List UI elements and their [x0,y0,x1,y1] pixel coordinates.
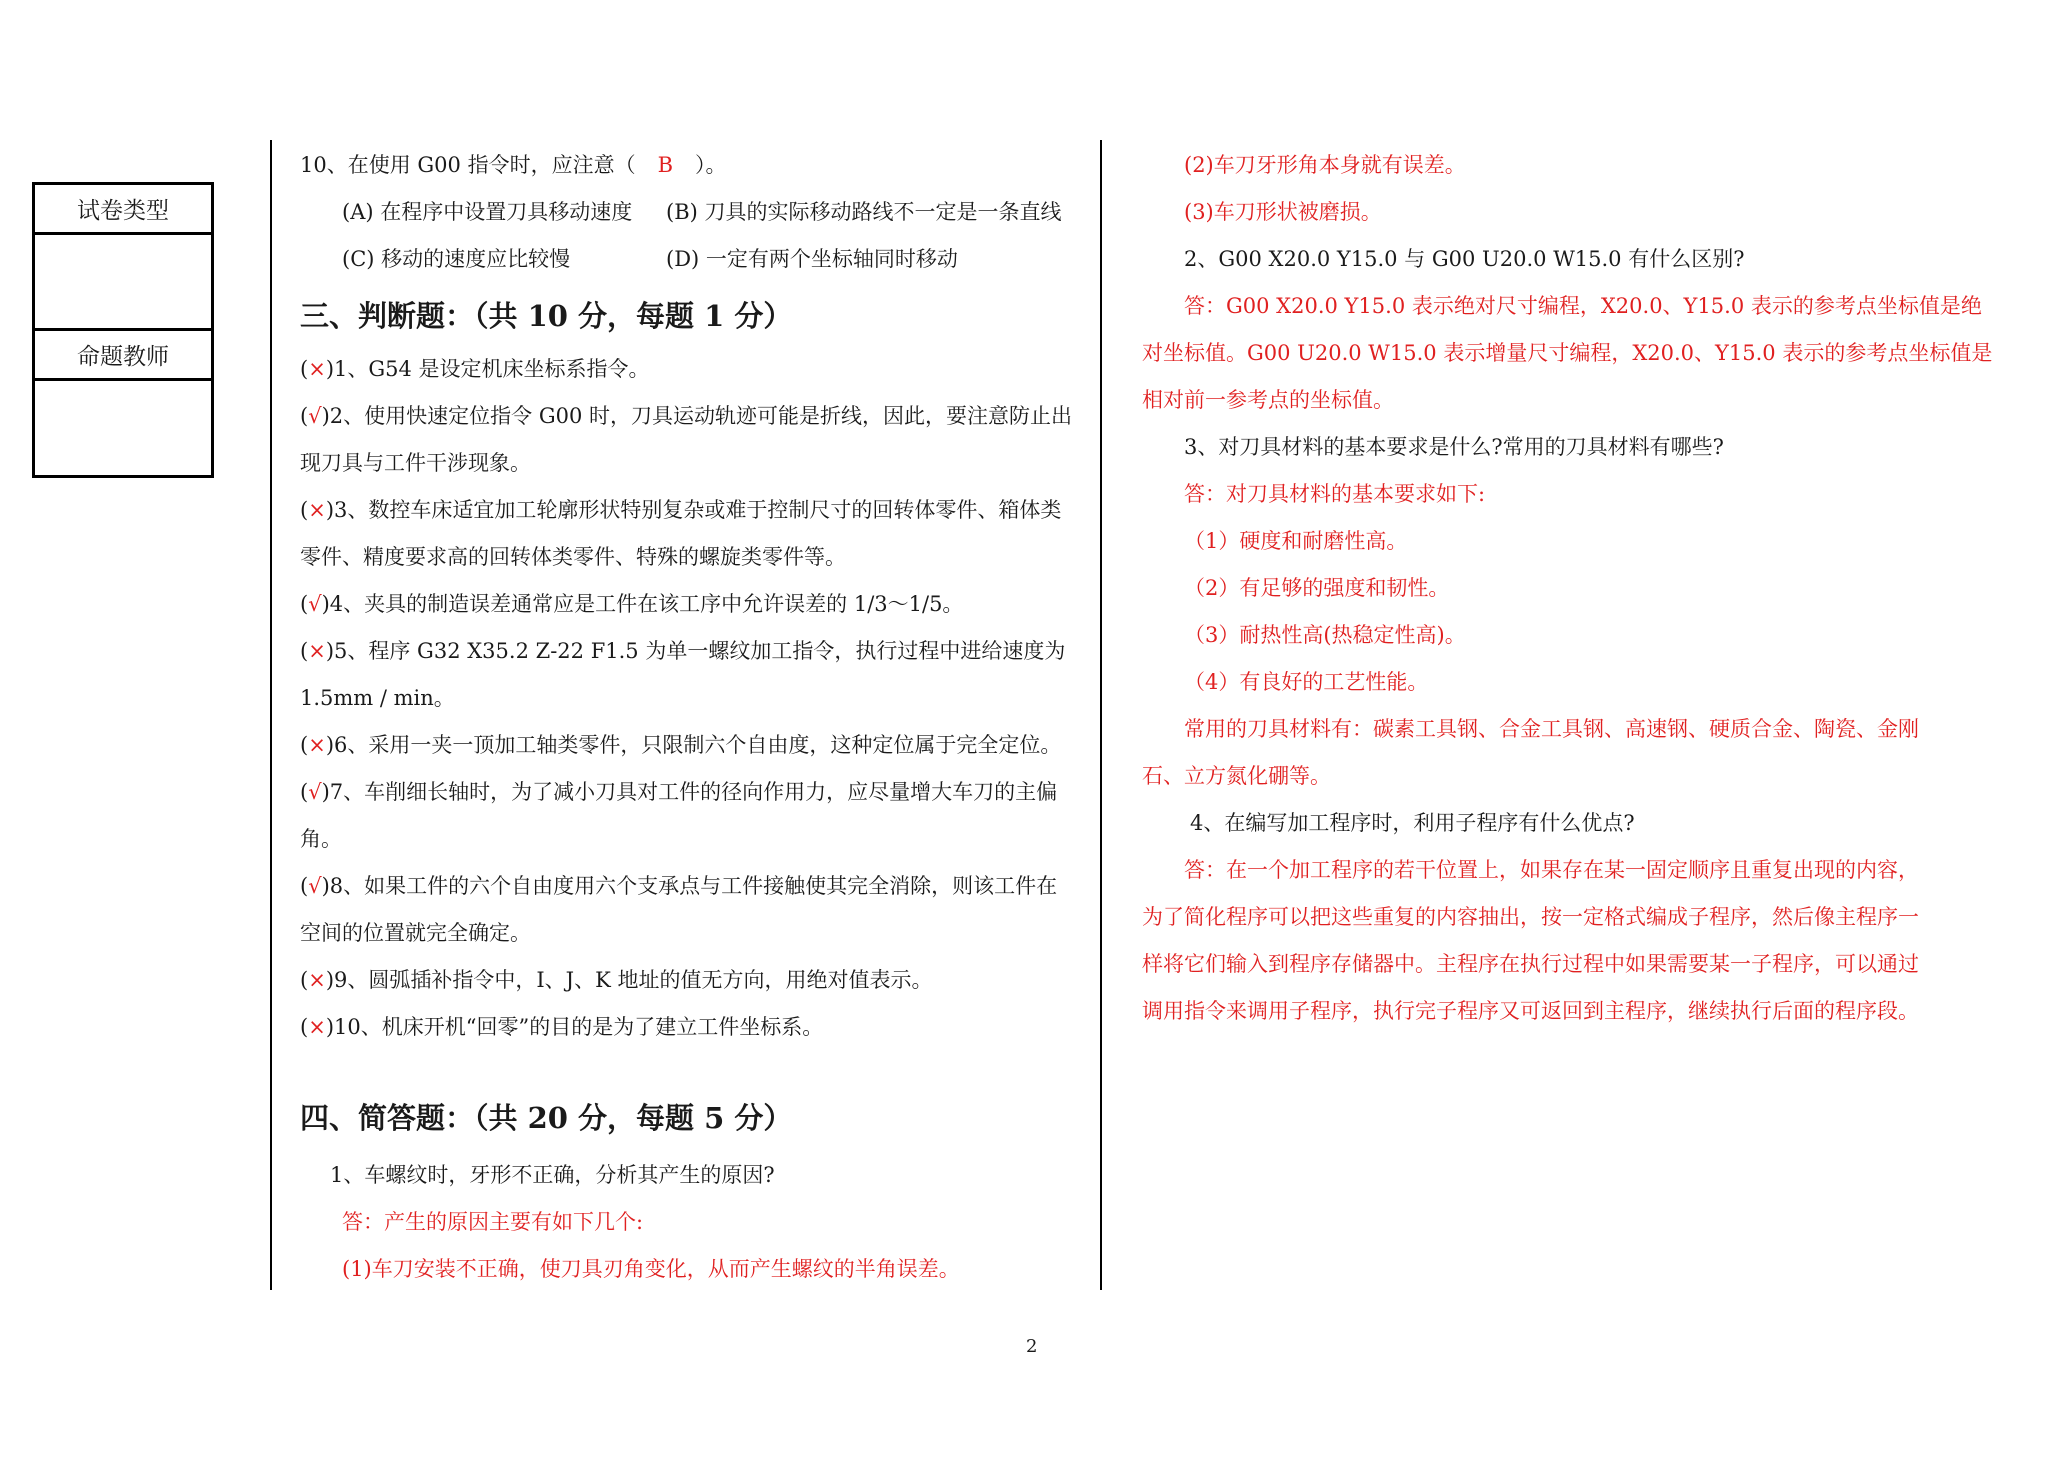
short-q4-answer-2: 为了简化程序可以把这些重复的内容抽出，按一定格式编成子程序，然后像主程序一 [1142,905,1919,929]
short-q2-answer-3: 相对前一参考点的坐标值。 [1142,388,1394,412]
short-q1-answer-1: 答：产生的原因主要有如下几个: [342,1210,644,1234]
judge-item-8: (√)8、如果工件的六个自由度用六个支承点与工件接触使其完全消除，则该工件在 [300,874,1058,898]
exam-type-value [35,235,211,331]
short-q4-answer-1: 答：在一个加工程序的若干位置上，如果存在某一固定顺序且重复出现的内容， [1184,858,1919,882]
judge-item-1: (×)1、G54 是设定机床坐标系指令。 [300,357,650,381]
right-column-rule [1100,140,1102,1290]
judge-item-3-cont: 零件、精度要求高的回转体类零件、特殊的螺旋类零件等。 [300,545,846,569]
teacher-value [35,381,211,475]
short-q3-answer-3: （2）有足够的强度和韧性。 [1184,576,1450,600]
judge-item-6: (×)6、采用一夹一顶加工轴类零件，只限制六个自由度，这种定位属于完全定位。 [300,733,1062,757]
short-q3-answer-1: 答：对刀具材料的基本要求如下: [1184,482,1486,506]
judge-item-7-cont: 角。 [300,827,342,851]
short-q3-answer-2: （1）硬度和耐磨性高。 [1184,529,1408,553]
page-number: 2 [1026,1336,1038,1357]
judge-item-5-cont: 1.5mm / min。 [300,686,455,710]
section-3-title: 三、判断题：（共 10 分，每题 1 分） [300,299,793,333]
short-q3-answer-4: （3）耐热性高(热稳定性高)。 [1184,623,1466,647]
short-q4: 4、在编写加工程序时，利用子程序有什么优点? [1190,811,1635,835]
q10-option-a: (A) 在程序中设置刀具移动速度 [342,200,633,224]
short-q3: 3、对刀具材料的基本要求是什么?常用的刀具材料有哪些? [1184,435,1724,459]
exam-info-box [32,182,214,478]
judge-item-3: (×)3、数控车床适宜加工轮廓形状特别复杂或难于控制尺寸的回转体零件、箱体类 [300,498,1062,522]
q10-option-c: (C) 移动的速度应比较慢 [342,247,571,271]
short-q3-answer-5: （4）有良好的工艺性能。 [1184,670,1429,694]
judge-item-5: (×)5、程序 G32 X35.2 Z-22 F1.5 为单一螺纹加工指令，执行过程中进给速度为 [300,639,1066,663]
exam-type-label: 试卷类型 [35,185,211,235]
short-q2: 2、G00 X20.0 Y15.0 与 G00 U20.0 W15.0 有什么区别? [1184,247,1745,271]
judge-item-8-cont: 空间的位置就完全确定。 [300,921,531,945]
short-q4-answer-3: 样将它们输入到程序存储器中。主程序在执行过程中如果需要某一子程序，可以通过 [1142,952,1919,976]
short-q1-answer-2: (1)车刀安装不正确，使刀具刃角变化，从而产生螺纹的半角误差。 [342,1257,960,1281]
judge-item-4: (√)4、夹具的制造误差通常应是工件在该工序中允许误差的 1/3～1/5。 [300,592,964,616]
short-q2-answer-2: 对坐标值。G00 U20.0 W15.0 表示增量尺寸编程，X20.0、Y15.0 表示的参考点坐标值是 [1142,341,1993,365]
judge-item-10: (×)10、机床开机“回零”的目的是为了建立工件坐标系。 [300,1015,824,1039]
short-q1: 1、车螺纹时，牙形不正确，分析其产生的原因? [330,1163,775,1187]
q10-option-b: (B) 刀具的实际移动路线不一定是一条直线 [666,200,1062,224]
short-q1-answer-3: (2)车刀牙形角本身就有误差。 [1184,153,1466,177]
judge-item-2-cont: 现刀具与工件干涉现象。 [300,451,531,475]
short-q2-answer-1: 答：G00 X20.0 Y15.0 表示绝对尺寸编程，X20.0、Y15.0 表示的参考点坐标值是绝 [1184,294,1982,318]
judge-item-9: (×)9、圆弧插补指令中，I、J、K 地址的值无方向，用绝对值表示。 [300,968,933,992]
short-q3-answer-7: 石、立方氮化硼等。 [1142,764,1331,788]
short-q4-answer-4: 调用指令来调用子程序，执行完子程序又可返回到主程序，继续执行后面的程序段。 [1142,999,1919,1023]
short-q3-answer-6: 常用的刀具材料有：碳素工具钢、合金工具钢、高速钢、硬质合金、陶瓷、金刚 [1184,717,1919,741]
judge-item-7: (√)7、车削细长轴时，为了减小刀具对工件的径向作用力，应尽量增大车刀的主偏 [300,780,1058,804]
judge-item-2: (√)2、使用快速定位指令 G00 时，刀具运动轨迹可能是折线，因此，要注意防止出 [300,404,1073,428]
teacher-label: 命题教师 [35,331,211,381]
q10-option-d: (D) 一定有两个坐标轴同时移动 [666,247,958,271]
section-4-title: 四、简答题：（共 20 分，每题 5 分） [300,1101,793,1135]
short-q1-answer-4: (3)车刀形状被磨损。 [1184,200,1382,224]
q10-stem: 10、在使用 G00 指令时，应注意（ B ）。 [300,153,727,177]
left-column-rule [270,140,272,1290]
q10-answer: B [657,153,674,177]
